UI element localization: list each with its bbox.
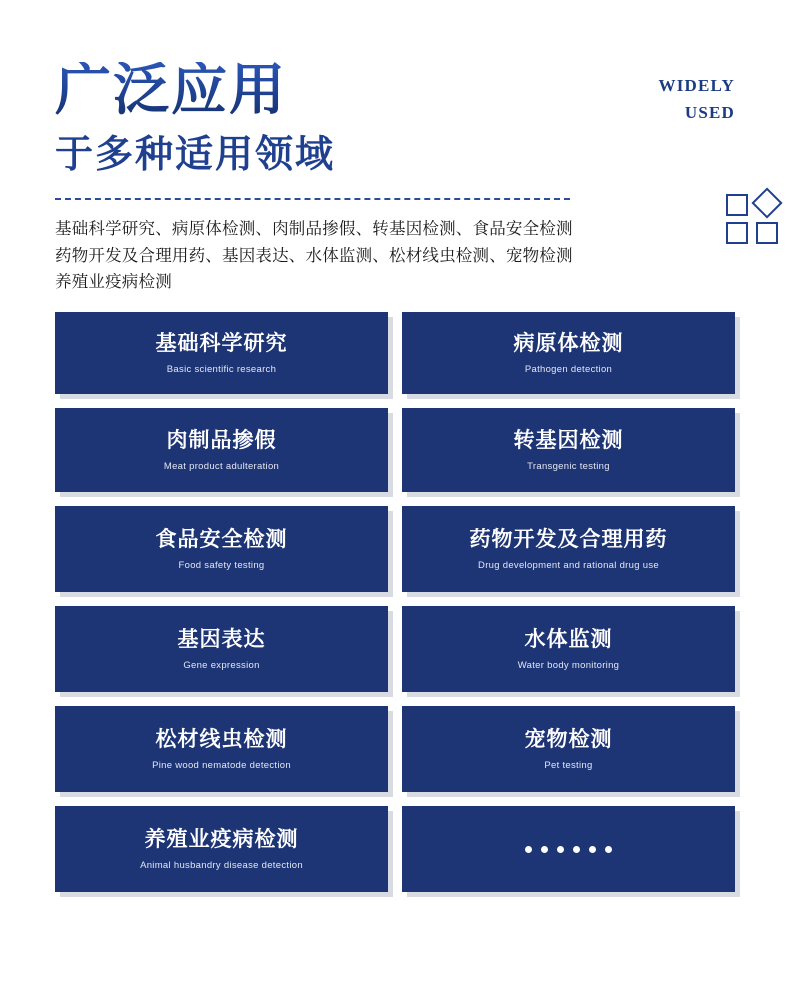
card-title-en: Water body monitoring	[517, 660, 620, 672]
intro-line-2: 药物开发及合理用药、基因表达、水体监测、松材线虫检测、宠物检测	[55, 246, 573, 265]
more-applications-card[interactable]	[402, 806, 735, 892]
intro-line-1: 基础科学研究、病原体检测、肉制品掺假、转基因检测、食品安全检测	[55, 220, 573, 238]
card-title-cn: 宠物检测	[524, 728, 613, 752]
card-title-cn: 基因表达	[177, 628, 266, 652]
card-title-en: Pathogen detection	[524, 364, 613, 376]
card-title-cn: 养殖业疫病检测	[144, 828, 299, 852]
intro-line-3: 养殖业疫病检测	[55, 273, 172, 292]
card-title-en: Gene expression	[183, 660, 260, 672]
application-card[interactable]	[55, 806, 388, 892]
diamond-icon	[751, 187, 782, 218]
application-card[interactable]	[402, 706, 735, 792]
dot-icon	[541, 846, 548, 853]
square-bottom-right-icon	[756, 222, 778, 244]
application-card[interactable]	[55, 606, 388, 692]
square-bottom-left-icon	[726, 222, 748, 244]
card-title-en: Drug development and rational drug use	[478, 560, 659, 572]
card-title-cn: 转基因检测	[513, 429, 624, 453]
dot-icon	[605, 846, 612, 853]
header-english-line2: USED	[684, 103, 735, 123]
card-title-cn: 肉制品掺假	[166, 429, 277, 453]
application-card[interactable]	[402, 408, 735, 492]
intro-paragraph	[55, 216, 735, 296]
card-title-en: Meat product adulteration	[163, 461, 280, 473]
application-card[interactable]	[55, 312, 388, 394]
card-title-cn: 基础科学研究	[155, 332, 288, 356]
dot-icon	[573, 846, 580, 853]
card-title-cn: 药物开发及合理用药	[469, 528, 668, 552]
dashed-divider	[55, 198, 570, 200]
dot-icon	[589, 846, 596, 853]
card-title-cn: 水体监测	[524, 628, 613, 652]
card-title-en: Basic scientific research	[166, 364, 277, 376]
card-title-cn: 松材线虫检测	[155, 728, 288, 752]
card-title-en: Food safety testing	[178, 560, 265, 572]
card-title-en: Pine wood nematode detection	[152, 760, 291, 772]
header-english-label	[585, 72, 735, 126]
card-title-en: Transgenic testing	[527, 461, 610, 473]
dot-icon	[557, 846, 564, 853]
ellipsis-dots-icon	[525, 846, 612, 853]
dot-icon	[525, 846, 532, 853]
application-card[interactable]	[402, 312, 735, 394]
page-header	[55, 0, 735, 180]
page-subtitle: 于多种适用领域	[55, 133, 336, 176]
card-title-en: Animal husbandry disease detection	[140, 860, 303, 872]
application-card[interactable]	[402, 506, 735, 592]
card-title-cn: 病原体检测	[513, 332, 624, 356]
application-card[interactable]	[402, 606, 735, 692]
application-card[interactable]	[55, 408, 388, 492]
decorative-squares-diamond-icon	[726, 190, 788, 244]
page-title: 广泛应用	[55, 62, 735, 121]
application-card[interactable]	[55, 706, 388, 792]
application-card[interactable]	[55, 506, 388, 592]
header-english-line1: WIDELY	[658, 76, 735, 95]
application-card-grid	[55, 312, 735, 892]
square-top-left-icon	[726, 194, 748, 216]
card-title-cn: 食品安全检测	[155, 528, 288, 552]
card-title-en: Pet testing	[544, 760, 593, 772]
